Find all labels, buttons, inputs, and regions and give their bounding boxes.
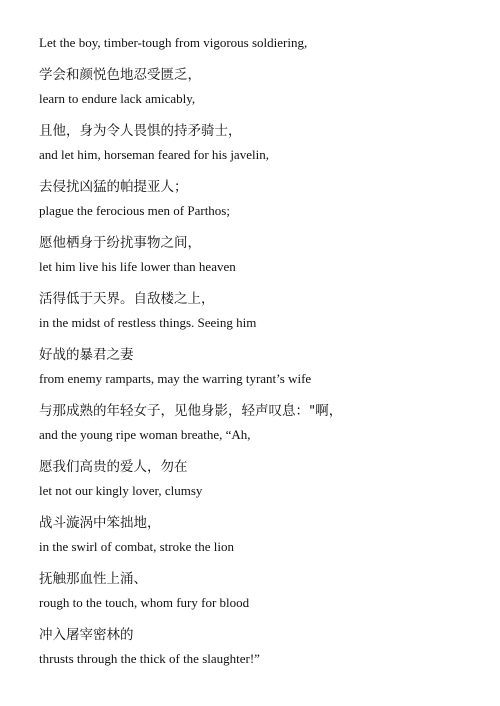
poem-line-en-7: from enemy ramparts, may the warring tyrant’s wife [39,371,312,386]
poem-line-en-1: Let the boy, timber-tough from vigorous soldiering, [39,35,308,50]
poem-line-zh-7: 与那成熟的年轻女子，见他身影，轻声叹息："啊， [39,403,343,419]
poem-line-en-3: and let him, horseman feared for his javelin, [39,147,269,162]
poem-line-en-10: in the swirl of combat, stroke the lion [39,539,234,554]
poem-line-en-8: and the young ripe woman breathe, “Ah, [39,427,251,442]
poem-line-en-9: let not our kingly lover, clumsy [39,483,203,498]
poem-line-zh-6: 好战的暴君之妻 [39,347,134,363]
poem-line-en-5: let him live his life lower than heaven [39,259,236,274]
poem-line-en-2: learn to endure lack amicably, [39,91,196,106]
poem-line-zh-10: 抚触那血性上涌、 [39,571,147,587]
poem-line-zh-8: 愿我们高贵的爱人，勿在 [39,459,188,475]
poem-line-en-11: rough to the touch, whom fury for blood [39,595,250,610]
poem-line-en-6: in the midst of restless things. Seeing him [39,315,257,330]
poem-line-zh-4: 愿他栖身于纷扰事物之间， [39,235,201,251]
poem-line-zh-11: 冲入屠宰密林的 [39,627,134,643]
poem-line-en-12: thrusts through the thick of the slaughter!” [39,651,260,666]
poem-line-zh-3: 去侵扰凶猛的帕提亚人； [39,179,188,195]
poem-line-zh-1: 学会和颜悦色地忍受匮乏， [39,67,201,83]
poem-line-zh-2: 且他，身为令人畏惧的持矛骑士， [39,123,242,139]
poem-line-en-4: plague the ferocious men of Parthos; [39,203,230,218]
poem-line-zh-5: 活得低于天界。自敌楼之上， [39,291,215,307]
poem-line-zh-9: 战斗漩涡中笨拙地， [39,515,161,531]
